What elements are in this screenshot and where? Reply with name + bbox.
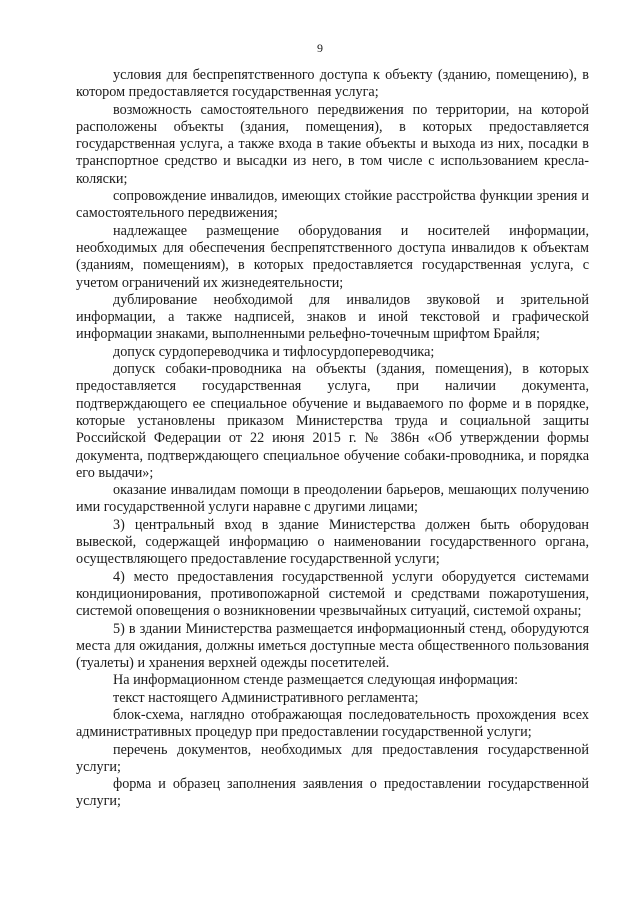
paragraph: текст настоящего Административного регламента;	[113, 689, 419, 706]
paragraph: надлежащее размещение оборудования и носителей информации, необходимых для обеспечения беспрепятственного доступа инвалидов к объектам (зданиям, помещениям), в которых предоставляется государственная услуга, с учетом ограничений их жизнедеятельности;	[76, 222, 589, 291]
paragraph: перечень документов, необходимых для предоставления государственной услуги;	[76, 741, 589, 775]
paragraph: оказание инвалидам помощи в преодолении барьеров, мешающих получению ими государственной услуги наравне с другими лицами;	[76, 482, 589, 516]
paragraph: блок-схема, наглядно отображающая последовательность прохождения всех административных процедур при предоставлении государственной услуги;	[76, 706, 589, 741]
document-body	[76, 67, 589, 811]
paragraph: 3) центральный вход в здание Министерства должен быть оборудован вывеской, содержащей информацию о наименовании государственного органа, осуществляющего предоставление государственной услуги;	[76, 516, 589, 568]
paragraph: сопровождение инвалидов, имеющих стойкие расстройства функции зрения и самостоятельного передвижения;	[76, 188, 589, 222]
paragraph: допуск собаки-проводника на объекты (здания, помещения), в которых предоставляется государственная услуга, при наличии документа, подтверждающего ее специальное обучение и выдаваемого по форме и в порядке, которые установлены приказом Министерства труда и социальной защиты Российской Федерации от 22 июня 2015 г. № 386н «Об утверждении формы документа, подтверждающего специальное обучение собаки-проводника, и порядка его выдачи»;	[76, 361, 589, 481]
paragraph: 5) в здании Министерства размещается информационный стенд, оборудуются места для ожидания, должны иметься доступные места общественного пользования (туалеты) и хранения верхней одежды посетителей.	[76, 620, 589, 672]
paragraph: дублирование необходимой для инвалидов звуковой и зрительной информации, а также надписей, знаков и иной текстовой и графической информации знаками, выполненными рельефно-точечным шрифтом Брайля;	[76, 291, 589, 343]
page-number: 9	[317, 41, 323, 55]
paragraph: допуск сурдопереводчика и тифлосурдопереводчика;	[113, 343, 435, 360]
paragraph: возможность самостоятельного передвижения по территории, на которой расположены объекты (здания, помещения), в которых предоставляется государственная услуга, а также входа в такие объекты и выхода из них, посадки в транспортное средство и высадки из него, в том числе с использованием кресла-коляски;	[76, 101, 589, 187]
paragraph: условия для беспрепятственного доступа к объекту (зданию, помещению), в котором предоставляется государственная услуга;	[76, 67, 589, 101]
paragraph: На информационном стенде размещается следующая информация:	[113, 672, 519, 689]
paragraph: 4) место предоставления государственной услуги оборудуется системами кондиционирования, противопожарной системой и средствами пожаротушения, системой оповещения о возникновении чрезвычайных ситуаций, системой охраны;	[76, 568, 589, 620]
paragraph: форма и образец заполнения заявления о предоставлении государственной услуги;	[76, 776, 589, 810]
